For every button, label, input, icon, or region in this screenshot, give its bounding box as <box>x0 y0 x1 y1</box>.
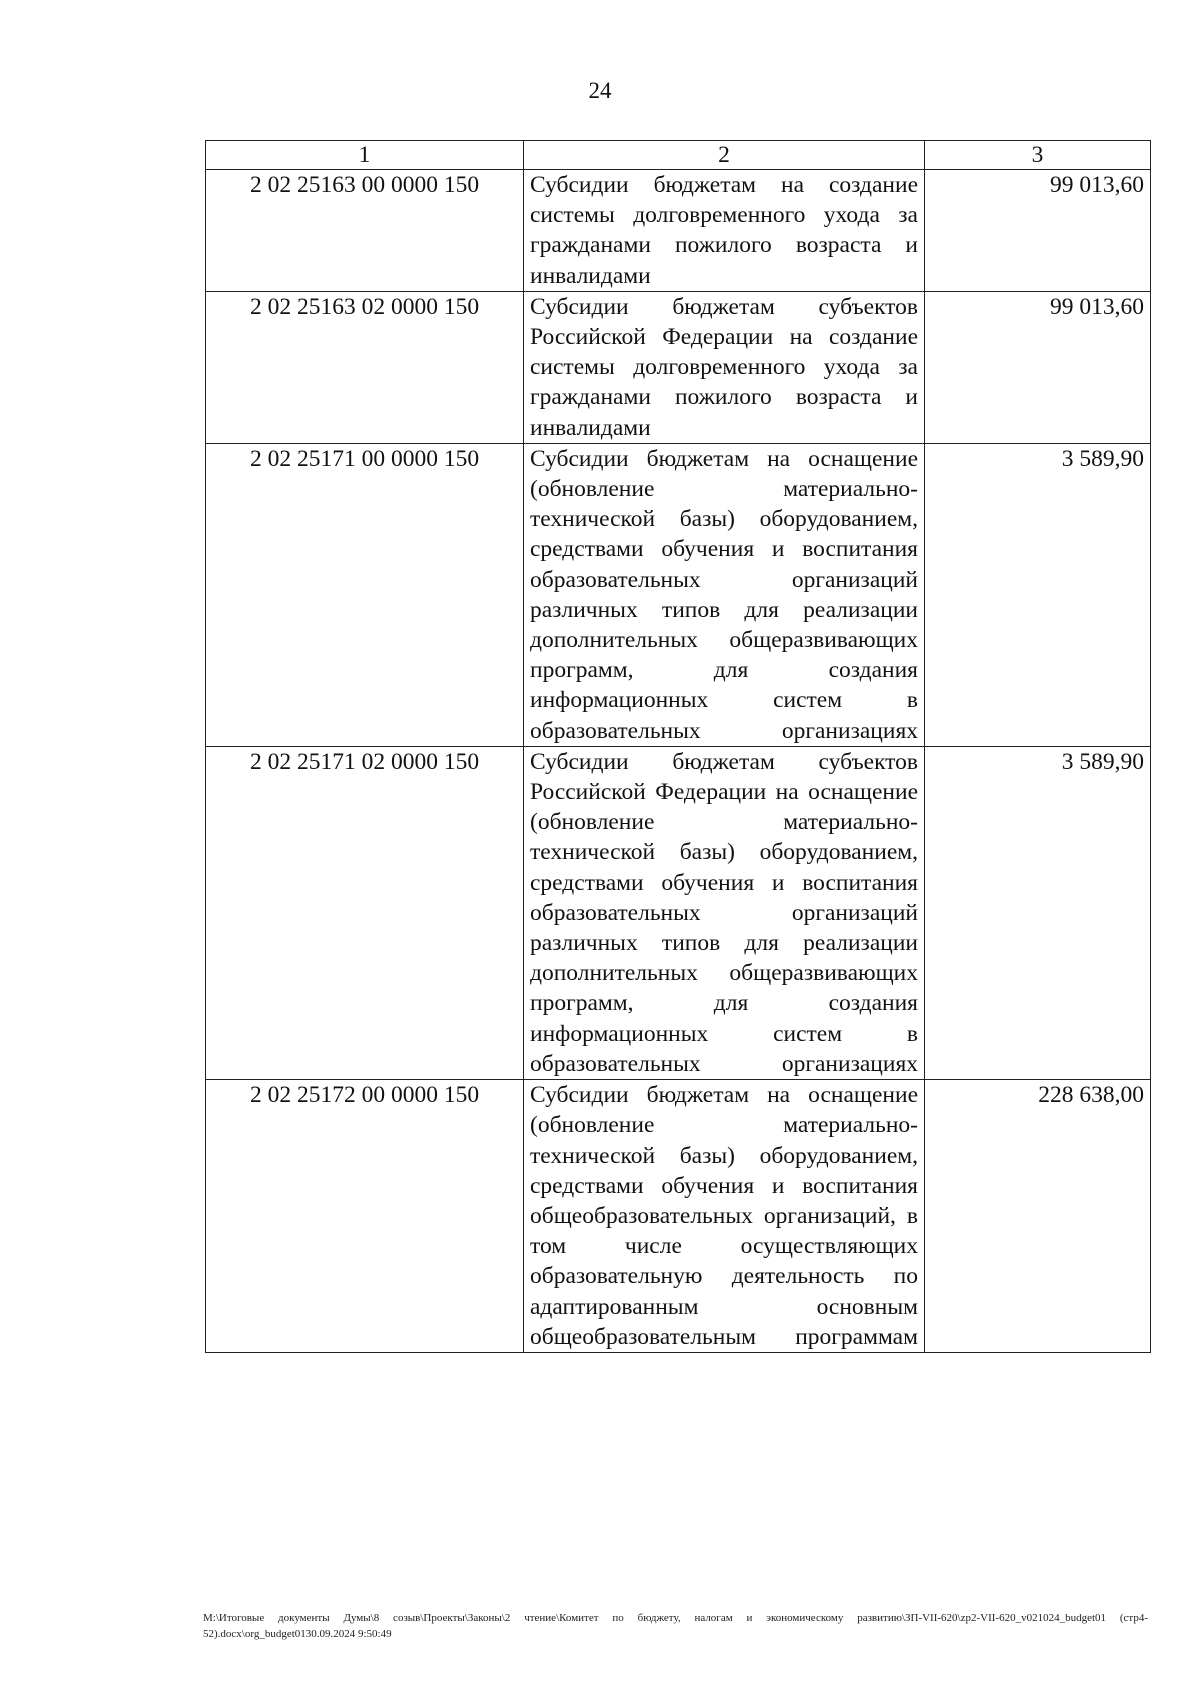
column-header: 2 <box>524 141 925 170</box>
document-path-footer: М:\Итоговые документы Думы\8 созыв\Проекты\Законы\2 чтение\Комитет по бюджету, налогам и экономическому развитию\ЗП-VII-620\zp2-VII-620_v021024_budget01 (стр4-52).docx\org_budget0130.09.2024 9:50:49 <box>203 1612 1148 1640</box>
table-row <box>206 170 1151 292</box>
column-header: 1 <box>206 141 524 170</box>
column-header: 3 <box>925 141 1151 170</box>
budget-code-cell: 2 02 25171 00 0000 150 <box>206 443 524 746</box>
table-header-row <box>206 141 1151 170</box>
table-row <box>206 443 1151 746</box>
revenue-name-cell: Субсидии бюджетам на оснащение (обновление материально-технической базы) оборудованием, средствами обучения и воспитания общеобразовательных организаций, в том числе осуществляющих образовательную деятельность по адаптированным основным общеобразовательным программам <box>524 1080 925 1353</box>
page-number: 24 <box>588 78 612 103</box>
budget-code-cell: 2 02 25163 02 0000 150 <box>206 291 524 443</box>
budget-code-cell: 2 02 25163 00 0000 150 <box>206 170 524 292</box>
revenue-name-cell: Субсидии бюджетам на оснащение (обновление материально-технической базы) оборудованием, средствами обучения и воспитания образовательных организаций различных типов для реализации дополнительных общеразвивающих программ, для создания информационных систем в образовательных организациях <box>524 443 925 746</box>
amount-cell: 99 013,60 <box>925 170 1151 292</box>
revenue-name-cell: Субсидии бюджетам на создание системы долговременного ухода за гражданами пожилого возраста и инвалидами <box>524 170 925 292</box>
amount-cell: 228 638,00 <box>925 1080 1151 1353</box>
revenue-name-cell: Субсидии бюджетам субъектов Российской Федерации на оснащение (обновление материально-технической базы) оборудованием, средствами обучения и воспитания образовательных организаций различных типов для реализации дополнительных общеразвивающих программ, для создания информационных систем в образовательных организациях <box>524 746 925 1079</box>
table-row <box>206 1080 1151 1353</box>
budget-table <box>205 140 1151 1353</box>
amount-cell: 99 013,60 <box>925 291 1151 443</box>
budget-code-cell: 2 02 25172 00 0000 150 <box>206 1080 524 1353</box>
amount-cell: 3 589,90 <box>925 443 1151 746</box>
amount-cell: 3 589,90 <box>925 746 1151 1079</box>
table-row <box>206 746 1151 1079</box>
table-row <box>206 291 1151 443</box>
budget-code-cell: 2 02 25171 02 0000 150 <box>206 746 524 1079</box>
revenue-name-cell: Субсидии бюджетам субъектов Российской Федерации на создание системы долговременного ухода за гражданами пожилого возраста и инвалидами <box>524 291 925 443</box>
